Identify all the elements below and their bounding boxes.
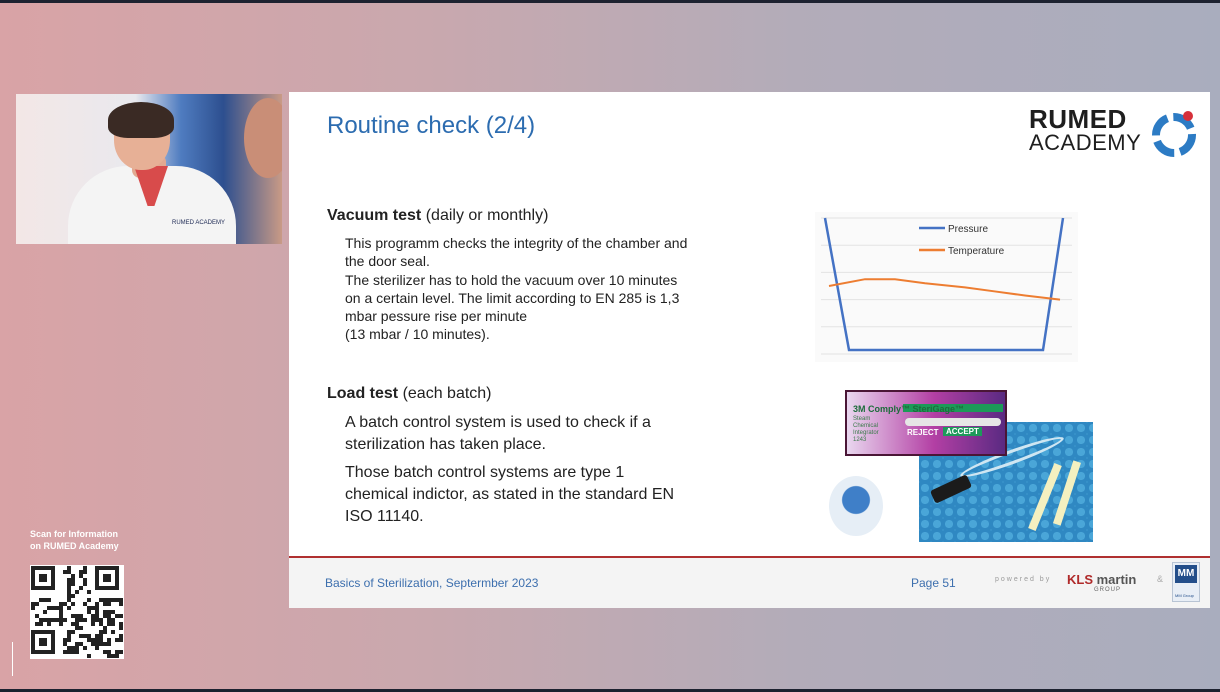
vacuum-line-5: mbar pessure rise per minute	[345, 308, 528, 325]
card-strip	[905, 418, 1001, 426]
qr-module	[119, 650, 123, 654]
kls-logo-brand: martin	[1096, 572, 1137, 587]
card-reject: REJECT	[907, 428, 939, 437]
qr-finder-3	[31, 630, 55, 654]
speaker-hair	[108, 102, 174, 138]
qr-module	[79, 586, 83, 590]
logo-academy-text: ACADEMY	[1029, 130, 1142, 155]
kls-group-text: GROUP	[1094, 587, 1122, 593]
vacuum-line-6: (13 mbar / 10 minutes).	[345, 326, 490, 343]
load-p2-line-2: chemical indictor, as stated in the standard EN	[345, 486, 675, 503]
footer-course-title: Basics of Sterilization, Septermber 2023	[325, 576, 539, 590]
vacuum-test-chart	[815, 212, 1078, 362]
qr-finder-1	[31, 566, 55, 590]
qr-module	[107, 602, 111, 606]
vacuum-line-1: This programm checks the integrity of the chamber and	[345, 235, 688, 251]
qr-module	[83, 582, 87, 586]
load-p2-line-3: ISO 11140.	[345, 508, 424, 525]
slide-title: Routine check (2/4)	[327, 112, 536, 139]
speaker-video[interactable]	[16, 94, 282, 244]
background-person	[244, 98, 282, 178]
qr-module	[71, 630, 75, 634]
load-p2-line-1: Those batch control systems are type 1	[345, 464, 625, 481]
qr-module	[71, 602, 75, 606]
vacuum-test-heading-rest: (daily or monthly)	[421, 207, 549, 224]
load-p1-line-2: sterilization has taken place.	[345, 436, 546, 453]
vacuum-test-heading-bold: Vacuum test	[327, 207, 422, 224]
qr-module	[91, 622, 95, 626]
pressure-line	[825, 218, 1063, 350]
legend-label-temperature: Temperature	[948, 246, 1005, 257]
qr-module	[111, 622, 115, 626]
speaker-badge: RUMED ACADEMY	[172, 220, 226, 226]
qr-module	[115, 654, 119, 658]
temperature-line	[829, 279, 1060, 299]
mm-logo-sub: MM Group	[1175, 593, 1194, 598]
qr-module	[95, 646, 99, 650]
qr-module	[119, 638, 123, 642]
qr-module	[83, 646, 87, 650]
qr-module	[87, 598, 91, 602]
qr-module	[119, 602, 123, 606]
qr-module	[75, 650, 79, 654]
footer-ampersand: &	[1157, 574, 1164, 584]
qr-label	[30, 528, 160, 552]
qr-code[interactable]	[30, 565, 124, 659]
qr-module	[71, 594, 75, 598]
vacuum-test-heading	[327, 207, 548, 225]
logo-rumed-text: RUMED	[1029, 104, 1127, 134]
rumed-academy-logo	[1029, 100, 1205, 160]
vacuum-line-4: on a certain level. The limit according to EN 285 is 1,3	[345, 289, 680, 306]
presentation-slide	[289, 92, 1210, 608]
qr-module	[47, 622, 51, 626]
vacuum-line-3: The sterilizer has to hold the vacuum over 10 minutes	[345, 271, 678, 288]
logo-ring-icon	[1147, 106, 1201, 160]
qr-module	[79, 626, 83, 630]
qr-module	[39, 622, 43, 626]
window-top-bar	[0, 0, 1220, 3]
text-cursor	[12, 642, 13, 676]
qr-module	[103, 630, 107, 634]
qr-label-line1: Scan for Information	[30, 529, 119, 539]
qr-module	[111, 630, 115, 634]
qr-module	[35, 602, 39, 606]
load-test-heading-bold: Load test	[327, 385, 399, 402]
card-sub: Steam Chemical Integrator 1243	[853, 416, 879, 443]
qr-module	[83, 570, 87, 574]
qr-module	[87, 590, 91, 594]
qr-module	[67, 606, 71, 610]
mm-group-logo	[1172, 562, 1200, 602]
qr-module	[67, 638, 71, 642]
legend-label-pressure: Pressure	[948, 224, 989, 235]
qr-module	[75, 590, 79, 594]
qr-module	[107, 642, 111, 646]
footer-page-number: Page 51	[911, 576, 956, 590]
qr-label-line2: on RUMED Academy	[30, 541, 119, 551]
indicator-cup	[829, 476, 883, 536]
qr-module	[87, 654, 91, 658]
qr-module	[59, 622, 63, 626]
batch-control-product-image	[827, 390, 1095, 550]
card-accept: ACCEPT	[943, 427, 982, 436]
qr-module	[83, 618, 87, 622]
load-test-heading	[327, 385, 492, 403]
qr-module	[119, 614, 123, 618]
vacuum-line-2: the door seal.	[345, 253, 430, 270]
qr-module	[47, 598, 51, 602]
qr-finder-2	[95, 566, 119, 590]
kls-martin-logo	[1067, 572, 1136, 587]
footer-powered-by: powered by	[995, 576, 1052, 583]
card-brand: 3M Comply™ SteriGage™	[853, 404, 965, 414]
qr-module	[43, 610, 47, 614]
vacuum-test-chart-svg	[815, 212, 1078, 362]
load-test-heading-rest: (each batch)	[398, 385, 492, 402]
qr-module	[71, 582, 75, 586]
comply-indicator-card	[845, 390, 1007, 456]
kls-logo-main: KLS	[1067, 572, 1093, 587]
load-p1-line-1: A batch control system is used to check if a	[345, 414, 651, 431]
vacuum-test-description	[345, 234, 687, 344]
load-test-paragraph-1	[345, 412, 651, 456]
load-test-paragraph-2	[345, 462, 674, 528]
qr-module	[119, 626, 123, 630]
mm-logo-mark: MM	[1175, 565, 1197, 583]
qr-module	[31, 606, 35, 610]
qr-module	[63, 618, 67, 622]
